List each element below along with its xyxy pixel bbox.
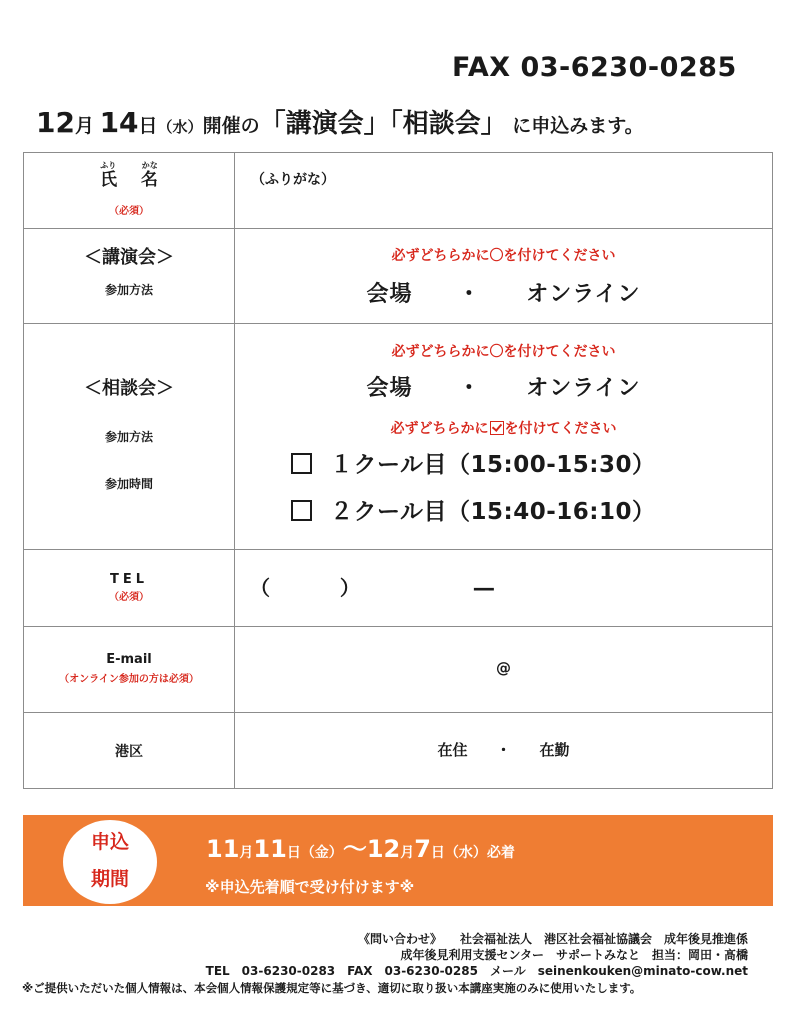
consult-method-label: 参加方法 — [104, 430, 153, 444]
ward-row — [24, 713, 773, 789]
tel-required: （必須） — [109, 592, 149, 603]
ward-option-resident[interactable]: 在住 — [437, 741, 468, 759]
title-event-lecture: 「講演会」 — [259, 109, 390, 139]
contact-line-2: 成年後見利用支援センター サポートみなと 担当：岡田・髙橋 — [400, 948, 748, 962]
form-title — [36, 103, 776, 140]
slot-option-1[interactable] — [235, 446, 772, 479]
lecture-row — [24, 229, 773, 324]
lecture-separator: ・ — [457, 282, 481, 307]
badge-line-2: 期間 — [90, 868, 129, 890]
slot-option-2[interactable] — [235, 493, 772, 526]
tel-input-cell[interactable] — [235, 550, 773, 627]
start-weekday: （金） — [300, 845, 343, 861]
title-held: 開催の — [202, 115, 260, 137]
check-instruction-suffix: を付けてください — [504, 421, 617, 437]
furigana-hint: （ふりがな） — [251, 172, 335, 188]
name-ruby-uji: ふり — [100, 161, 117, 170]
name-label-na: 名 — [140, 170, 158, 190]
name-label-cell — [24, 153, 235, 229]
start-month: 11 — [206, 835, 240, 863]
ward-choice-cell — [235, 713, 773, 789]
privacy-notice: ※ご提供いただいた個人情報は、本会個人情報保護規定等に基づき、適切に取り扱い本講座実施のみに使用いたします。 — [22, 981, 642, 995]
email-required-note: （オンライン参加の方は必須） — [59, 674, 199, 685]
title-event-consult: 「相談会」 — [389, 109, 507, 139]
slot-1-label: １クール目（15:00-15:30） — [330, 452, 656, 478]
title-day-unit: 日 — [138, 115, 158, 137]
email-label-cell — [24, 627, 235, 713]
consult-separator: ・ — [457, 376, 481, 401]
application-form-table — [23, 152, 773, 789]
title-month-unit: 月 — [74, 115, 94, 137]
email-at-sign: @ — [496, 659, 511, 677]
consult-check-instruction — [235, 418, 772, 438]
start-day-unit: 日 — [286, 845, 301, 861]
start-day: 11 — [253, 835, 287, 863]
tel-close-paren: ） — [339, 576, 360, 600]
consult-time-label: 参加時間 — [104, 477, 153, 491]
ward-option-worker[interactable]: 在勤 — [539, 741, 570, 759]
lecture-label: ＜講演会＞ — [84, 247, 174, 268]
tel-label: TEL — [109, 572, 149, 587]
start-month-unit: 月 — [239, 845, 254, 861]
contact-line-3: TEL 03-6230-0283 FAX 03-6230-0285 メール seinenkouken@minato-cow.net — [205, 964, 748, 978]
checkmark-icon — [490, 421, 504, 435]
name-row — [24, 153, 773, 229]
contact-line-1: 《問い合わせ》 社会福祉法人 港区社会福祉協議会 成年後見推進係 — [357, 932, 748, 946]
checkbox-slot-1[interactable] — [291, 453, 312, 474]
title-apply: に申込みます。 — [512, 115, 644, 137]
consult-choice-cell — [235, 324, 773, 550]
check-instruction-prefix: 必ずどちらかに — [390, 421, 489, 437]
tel-row — [24, 550, 773, 627]
arrival-deadline: 必着 — [486, 845, 515, 861]
email-label: E-mail — [106, 652, 152, 667]
deadline-badge-text — [63, 824, 157, 898]
lecture-method-label: 参加方法 — [104, 283, 153, 297]
consult-label-cell — [24, 324, 235, 550]
email-row — [24, 627, 773, 713]
fax-number-header: FAX 03-6230-0285 — [452, 52, 737, 83]
end-weekday: （水） — [444, 845, 487, 861]
consult-option-venue[interactable]: 会場 — [366, 376, 413, 401]
ward-label-cell — [24, 713, 235, 789]
lecture-choice-cell — [235, 229, 773, 324]
consult-row — [24, 324, 773, 550]
lecture-label-cell — [24, 229, 235, 324]
checkbox-slot-2[interactable] — [291, 500, 312, 521]
tel-open-paren: （ — [249, 576, 270, 600]
end-day: 7 — [414, 835, 431, 863]
title-day: 14 — [99, 106, 139, 139]
title-month: 12 — [36, 106, 75, 139]
tel-label-cell — [24, 550, 235, 627]
slot-2-label: ２クール目（15:40-16:10） — [330, 499, 656, 525]
first-come-note: ※申込先着順で受け付けます※ — [205, 878, 415, 896]
deadline-period — [206, 829, 515, 864]
lecture-option-online[interactable]: オンライン — [526, 282, 641, 307]
ward-label: 港区 — [115, 744, 143, 760]
end-month: 12 — [366, 835, 401, 863]
badge-line-1: 申込 — [90, 831, 129, 853]
name-ruby-na: かな — [141, 161, 158, 170]
name-required: （必須） — [109, 206, 149, 217]
end-day-unit: 日 — [430, 845, 445, 861]
tel-dash: ― — [473, 576, 494, 600]
consult-label: ＜相談会＞ — [84, 378, 174, 399]
range-wave: ～ — [342, 835, 367, 863]
name-label-uji: 氏 — [100, 170, 118, 190]
lecture-option-venue[interactable]: 会場 — [366, 282, 413, 307]
lecture-instruction: 必ずどちらかに〇を付けてください — [391, 248, 616, 264]
name-input-cell[interactable] — [235, 153, 773, 229]
consult-instruction: 必ずどちらかに〇を付けてください — [391, 344, 616, 360]
consult-option-online[interactable]: オンライン — [526, 376, 641, 401]
end-month-unit: 月 — [400, 845, 415, 861]
email-input-cell[interactable] — [235, 627, 773, 713]
ward-separator: ・ — [495, 741, 511, 759]
title-weekday: （水） — [157, 118, 203, 136]
